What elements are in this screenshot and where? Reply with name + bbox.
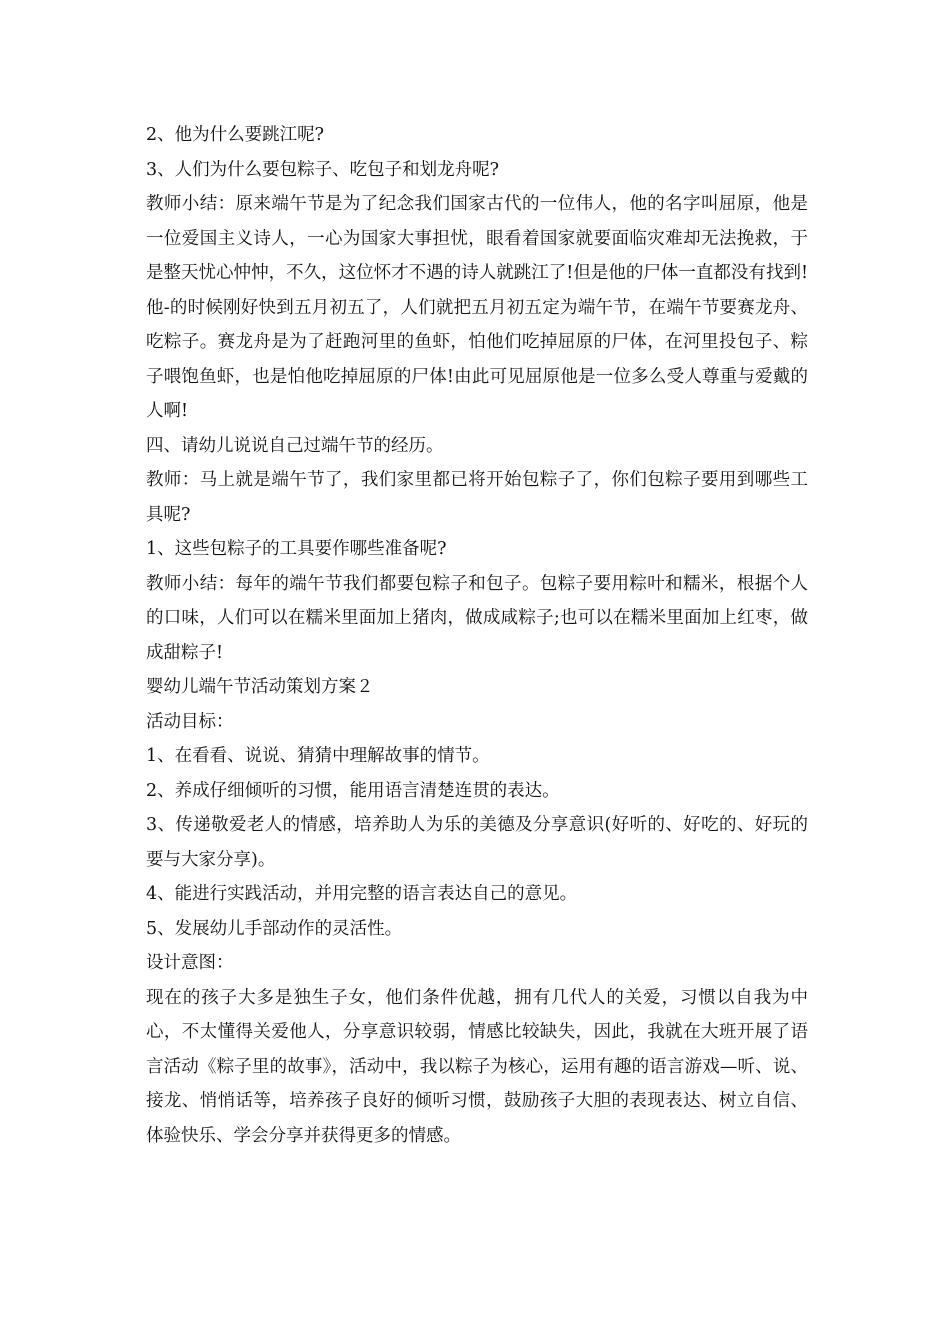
- teacher-question-tools: 教师：马上就是端午节了，我们家里都已将开始包粽子了，你们包粽子要用到哪些工具呢?: [146, 470, 808, 525]
- plan-2-title: 婴幼儿端午节活动策划方案２: [146, 677, 374, 697]
- goal-3: 3、传递敬爱老人的情感，培养助人为乐的美德及分享意识(好听的、好吃的、好玩的要与大家分享)。: [146, 815, 808, 870]
- section-4-heading: 四、请幼儿说说自己过端午节的经历。: [146, 435, 444, 456]
- goal-2: 2、养成仔细倾听的习惯，能用语言清楚连贯的表达。: [146, 780, 560, 801]
- goal-5: 5、发展幼儿手部动作的灵活性。: [146, 918, 403, 939]
- question-tools-prep: 1、这些包粽子的工具要作哪些准备呢?: [146, 539, 447, 559]
- design-intent-body: 现在的孩子大多是独生子女，他们条件优越，拥有几代人的关爱，习惯以自我为中心，不太懂得关爱他人，分享意识较弱，情感比较缺失，因此，我就在大班开展了语言活动《粽子里的故事》，活动中，我以粽子为核心，运用有趣的语言游戏—听、说、接龙、悄悄话等，培养孩子良好的倾听习惯，鼓励孩子大胆的表现表达、树立自信、体验快乐、学会分享并获得更多的情感。: [146, 987, 808, 1146]
- document-body: [146, 118, 808, 1153]
- teacher-summary-quyuan: 教师小结：原来端午节是为了纪念我们国家古代的一位伟人，他的名字叫屈原，他是一位爱国主义诗人，一心为国家大事担忧，眼看着国家就要面临灾难却无法挽救，于是整天忧心忡忡，不久，这位怀才不遇的诗人就跳江了!但是他的尸体一直都没有找到!他-的时候刚好快到五月初五了，人们就把五月初五定为端午节，在端午节要赛龙舟、吃粽子。赛龙舟是为了赶跑河里的鱼虾，怕他们吃掉屈原的尸体，在河里投包子、粽子喂饱鱼虾，也是怕他吃掉屈原的尸体!由此可见屈原他是一位多么受人尊重与爱戴的人啊!: [146, 194, 808, 421]
- teacher-summary-zongzi: 教师小结：每年的端午节我们都要包粽子和包子。包粽子要用粽叶和糯米，根据个人的口味，人们可以在糯米里面加上猪肉，做成咸粽子;也可以在糯米里面加上红枣，做成甜粽子!: [146, 573, 808, 663]
- goal-4: 4、能进行实践活动，并用完整的语言表达自己的意见。: [146, 884, 578, 904]
- goals-heading: 活动目标：: [146, 711, 234, 732]
- question-2: 2、他为什么要跳江呢?: [146, 125, 325, 145]
- goal-1: 1、在看看、说说、猜猜中理解故事的情节。: [146, 746, 490, 766]
- design-intent-heading: 设计意图：: [146, 953, 234, 973]
- question-3: 3、人们为什么要包粽子、吃包子和划龙舟呢?: [146, 159, 500, 180]
